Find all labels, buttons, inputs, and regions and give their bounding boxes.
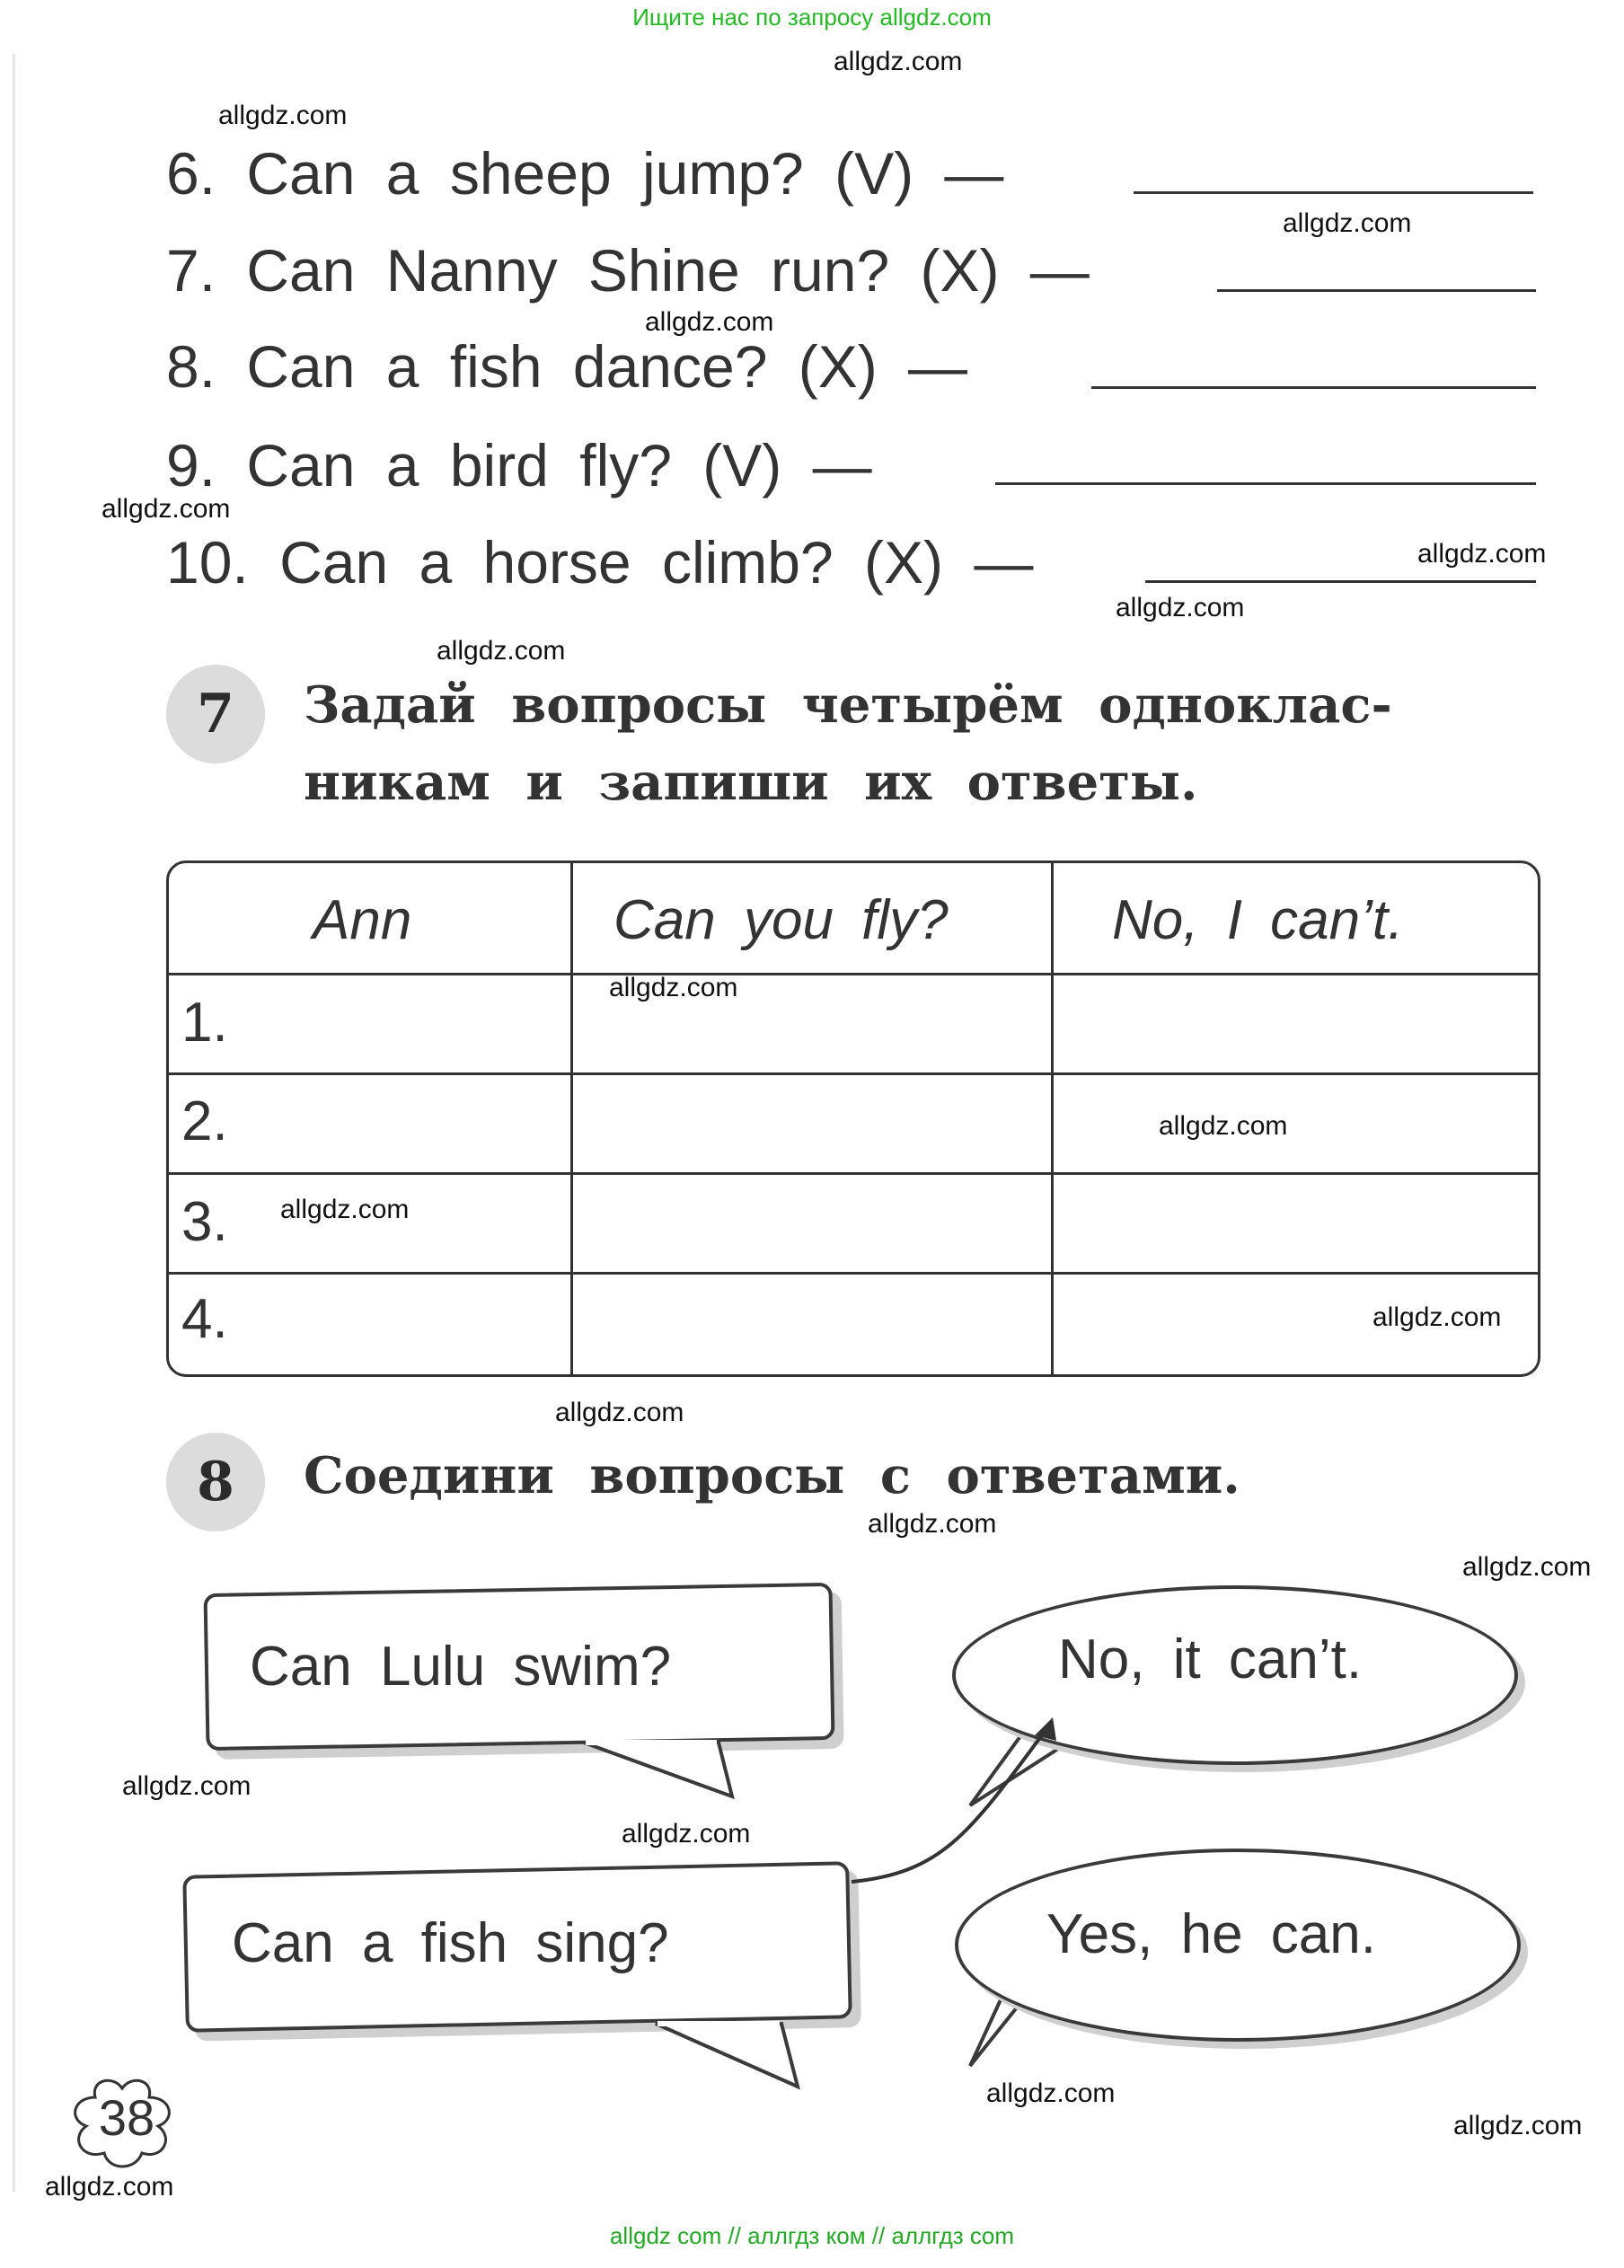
watermark: allgdz.com [645,307,774,337]
watermark: allgdz.com [1372,1302,1502,1332]
question-9: 9. Can a bird fly? (V) — [166,432,872,499]
connecting-arrow [844,1707,1078,1904]
table-row-number-3: 3. [181,1191,228,1253]
question-7: 7. Can Nanny Shine run? (X) — [166,237,1090,304]
answer-blank-7[interactable] [1217,289,1536,292]
bottom-banner: allgdz com // аллгдз ком // аллгдз com [609,2222,1015,2249]
answer-oval-1-text: No, it can’t. [1058,1628,1363,1690]
question-bubble-1-text: Can Lulu swim? [250,1636,672,1698]
watermark: allgdz.com [1283,208,1412,238]
answer-blank-9[interactable] [995,482,1536,485]
table-row-divider [169,1172,1538,1175]
table-row-number-1: 1. [181,992,228,1054]
table-row-divider [169,1272,1538,1275]
table-row-divider [169,1072,1538,1075]
watermark: allgdz.com [1159,1111,1288,1141]
task-7-instruction-line1: Задай вопросы четырём одноклас- [304,675,1392,735]
watermark: allgdz.com [868,1509,997,1539]
watermark: allgdz.com [280,1195,410,1224]
table-row-number-2: 2. [181,1090,228,1152]
table-row-number-4: 4. [181,1288,228,1350]
watermark: allgdz.com [834,47,963,76]
watermark: allgdz.com [986,2078,1116,2108]
answer-blank-6[interactable] [1134,191,1533,194]
table-col-divider [570,863,573,1374]
watermark: allgdz.com [1417,539,1547,569]
question-10: 10. Can a horse climb? (X) — [166,529,1034,596]
task-7-instruction-line2: никам и запиши их ответы. [304,753,1198,812]
page-number: 38 [98,2089,155,2146]
task-7-number: 7 [166,665,265,763]
question-bubble-2-text: Can a fish sing? [232,1912,669,1974]
watermark: allgdz.com [609,973,738,1002]
task-8-number: 8 [166,1433,265,1531]
table-header-answer: No, I can’t. [1112,889,1404,951]
table-col-divider [1051,863,1054,1374]
question-8: 8. Can a fish dance? (X) — [166,333,968,400]
watermark: allgdz.com [622,1819,751,1849]
bubble-tail-1 [575,1734,737,1805]
page-edge [13,54,15,2192]
watermark: allgdz.com [1116,593,1245,622]
watermark: allgdz.com [1462,1552,1592,1582]
bubble-tail-2 [647,2015,808,2096]
watermark: allgdz.com [1453,2111,1583,2140]
watermark: allgdz.com [122,1771,252,1801]
watermark: allgdz.com [218,101,348,130]
table-row-divider [169,973,1538,975]
watermark: allgdz.com [45,2172,174,2202]
top-banner: Ищите нас по запросу allgdz.com [632,4,992,31]
question-6: 6. Can a sheep jump? (V) — [166,140,1004,207]
survey-table [166,860,1540,1377]
table-header-question: Can you fly? [613,889,949,951]
watermark: allgdz.com [437,636,566,666]
watermark: allgdz.com [555,1398,684,1427]
task-8-instruction: Соедини вопросы с ответами. [304,1446,1240,1505]
answer-blank-8[interactable] [1091,386,1536,389]
table-header-name: Ann [313,889,412,951]
watermark: allgdz.com [102,494,231,524]
answer-blank-10[interactable] [1145,580,1536,583]
answer-oval-2-text: Yes, he can. [1046,1903,1376,1965]
